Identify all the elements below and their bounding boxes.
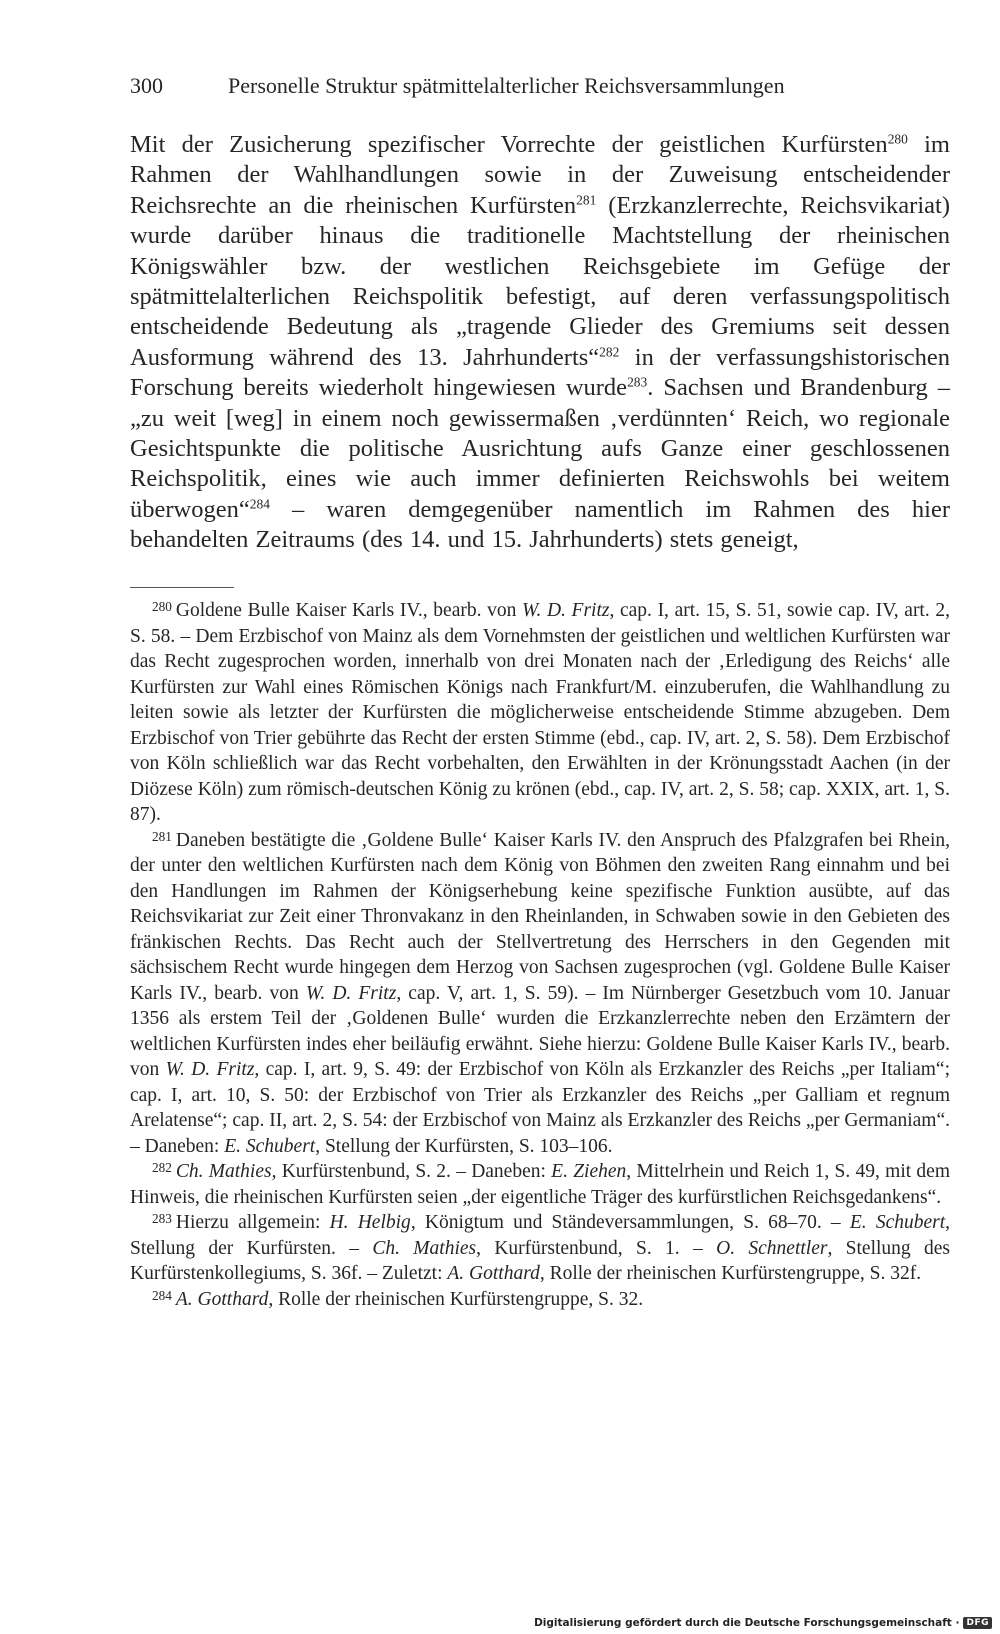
text-run: , Königtum und Ständeversammlungen, S. 68–70. – — [410, 1212, 850, 1233]
footnote-number: 282 — [152, 1160, 172, 1176]
text-run: , Kurfürstenbund, S. 2. – Daneben: — [271, 1161, 552, 1182]
author-name: A. Gotthard — [175, 1288, 269, 1310]
footnote-282 — [130, 1159, 950, 1210]
footnote-reference: 280 — [887, 131, 908, 147]
author-name: W. D. Fritz — [522, 600, 610, 621]
credit-text: Digitalisierung gefördert durch die Deutsche Forschungsgemeinschaft · — [534, 1617, 960, 1629]
author-name: W. D. Fritz — [305, 982, 397, 1004]
text-run: Daneben bestätigte die ‚Goldene Bulle‘ Kaiser Karls IV. den Anspruch des Pfalzgrafen bei Rhein, der unter den weltlichen Kurfürsten nach dem König von Böhmen den zweiten Rang einnahm und bei den Handlungen im Rahmen der Königserhebung keine spezifische Funktion ausübte, auf das Reichsvikariat zur Zeit einer Thronvakanz in den Rheinlanden, in Schwaben sowie in den Gebieten des fränkischen Rechts. Das Recht auch der Stellvertretung des Herrschers in den Gegenden mit sächsischem Recht wurde hingegen dem Herzog von Sachsen zugesprochen (vgl. Goldene Bulle Kaiser Karls IV., bearb. von — [130, 829, 950, 1004]
author-name: E. Ziehen — [551, 1161, 627, 1182]
text-run: . Sachsen und Brandenburg – „zu weit [weg] in einem noch gewissermaßen ‚verdünnten‘ Reich, wo regionale Gesichtspunkte die politische Ausrichtung aufs Ganze einer geschlossenen Reichspolitik, eines wie auch immer definierten Reichswohls bei weitem überwogen“ — [130, 374, 950, 523]
author-name: Ch. Mathies — [372, 1237, 477, 1259]
running-title: Personelle Struktur spätmittelalterlicher Reichsversammlungen — [228, 73, 785, 98]
text-run: Goldene Bulle Kaiser Karls IV., bearb. von — [175, 600, 522, 621]
text-run: (Erzkanzlerrechte, Reichsvikariat) wurde darüber hinaus die traditionelle Machtstellung der rheinischen Königswähler bzw. der westlichen Reichsgebiete im Gefüge der spätmittelalterlichen Reichspolitik befestigt, auf deren verfassungspolitisch entscheidende Bedeutung als „tragende Glieder des Gremiums seit dessen Ausformung während des 13. Jahrhunderts“ — [130, 191, 950, 371]
text-run: Hierzu allgemein: — [175, 1212, 330, 1233]
text-run: , Kurfürstenbund, S. 1. – — [476, 1237, 717, 1259]
author-name: O. Schnettler — [716, 1237, 828, 1259]
text-run: Mit der Zusicherung spezifischer Vorrechte der geistlichen Kurfürsten — [130, 131, 888, 158]
text-run: , cap. V, art. 1, S. 59). – Im Nürnberger Gesetzbuch vom 10. Januar 1356 als erstem Teil der ‚Goldenen Bulle‘ wurden die Erzkanzlerrechte neben den Erzämtern der weltlichen Kurfürsten indes eher beiläufig erwähnt. Siehe hierzu: Goldene Bulle Kaiser Karls IV., bearb. von — [130, 982, 950, 1080]
author-name: E. Schubert — [849, 1212, 946, 1233]
footnote-number: 283 — [152, 1211, 172, 1227]
footnote-number: 284 — [152, 1287, 172, 1303]
author-name: E. Schubert — [224, 1135, 316, 1157]
footnote-reference: 281 — [576, 192, 597, 208]
footnote-number: 280 — [152, 599, 172, 615]
main-paragraph — [130, 130, 950, 556]
text-run: , Stellung des Kurfürstenkollegiums, S. 36f. – Zuletzt: — [130, 1237, 951, 1284]
author-name: W. D. Fritz — [165, 1059, 255, 1080]
author-name: H. Helbig — [329, 1212, 411, 1233]
footnote-284 — [130, 1287, 950, 1313]
footnote-number: 281 — [152, 828, 172, 844]
page-number: 300 — [130, 73, 163, 98]
running-header — [130, 72, 850, 100]
author-name: Ch. Mathies — [175, 1161, 272, 1182]
text-run: , cap. I, art. 15, S. 51, sowie cap. IV, art. 2, S. 58. – Dem Erzbischof von Mainz als dem Vornehmsten der geistlichen und weltlichen Kurfürsten war das Recht zugesprochen worden, innerhalb von drei Monaten nach der ‚Erledigung des Reichs‘ alle Kurfürsten zur Wahl eines Römischen Königs nach Frankfurt/M. einzuberufen, die Wahlhandlung zu leiten sowie als letzter der Kurfürsten die möglicherweise entscheidende Stimme abzugeben. Dem Erzbischof von Trier gebührte das Recht der ersten Stimme (ebd., cap. IV, art. 2, S. 58). Dem Erzbischof von Köln schließlich war das Recht vorbehalten, den Erwählten in der Krönungsstadt Aachen (in der Diözese Köln) zum römisch-deutschen König zu krönen (ebd., cap. IV, art. 2, S. 58; cap. XXIX, art. 1, S. 87). — [130, 600, 950, 825]
text-run: , Mittelrhein und Reich 1, S. 49, mit dem Hinweis, die rheinischen Kurfürsten seien „der eigentliche Träger des kurfürstlichen Reichsgedankens“. — [130, 1161, 950, 1208]
text-run: – waren demgegenüber namentlich im Rahmen des hier behandelten Zeitraums (des 14. und 15. Jahrhunderts) stets geneigt, — [130, 495, 950, 554]
footnotes — [130, 598, 950, 1312]
footnote-280 — [130, 598, 950, 828]
text-run: , Rolle der rheinischen Kurfürstengruppe, S. 32. — [268, 1288, 644, 1310]
text-run: im Rahmen der Wahlhandlungen sowie in der Zuweisung entscheidender Reichsrechte an die rheinischen Kurfürsten — [130, 131, 950, 219]
text-run: , cap. I, art. 9, S. 49: der Erzbischof von Köln als Erzkanzler des Reichs „per Italiam“; cap. I, art. 10, S. 50: der Erzbischof von Trier als Erzkanzler des Reichs „per Galliam et regnum Arelatense“; cap. II, art. 2, S. 54: der Erzbischof von Mainz als Erzkanzler des Reichs „per Germaniam“. – Daneben: — [130, 1059, 950, 1157]
footnote-reference: 283 — [627, 374, 648, 390]
text-run: , Rolle der rheinischen Kurfürstengruppe, S. 32f. — [539, 1263, 922, 1284]
text-run: in der verfassungshistorischen Forschung bereits wiederholt hingewiesen wurde — [130, 343, 950, 402]
text-run: , Stellung der Kurfürsten. – — [130, 1212, 951, 1259]
text-run: , Stellung der Kurfürsten, S. 103–106. — [315, 1135, 613, 1157]
dfg-logo: DFG — [963, 1617, 992, 1629]
author-name: A. Gotthard — [447, 1263, 540, 1284]
footnote-reference: 284 — [249, 496, 270, 512]
footnote-281 — [130, 828, 950, 1160]
footnote-283 — [130, 1210, 950, 1287]
footnote-separator — [130, 587, 234, 588]
digitization-credit — [534, 1614, 992, 1632]
footnote-reference: 282 — [599, 344, 620, 360]
